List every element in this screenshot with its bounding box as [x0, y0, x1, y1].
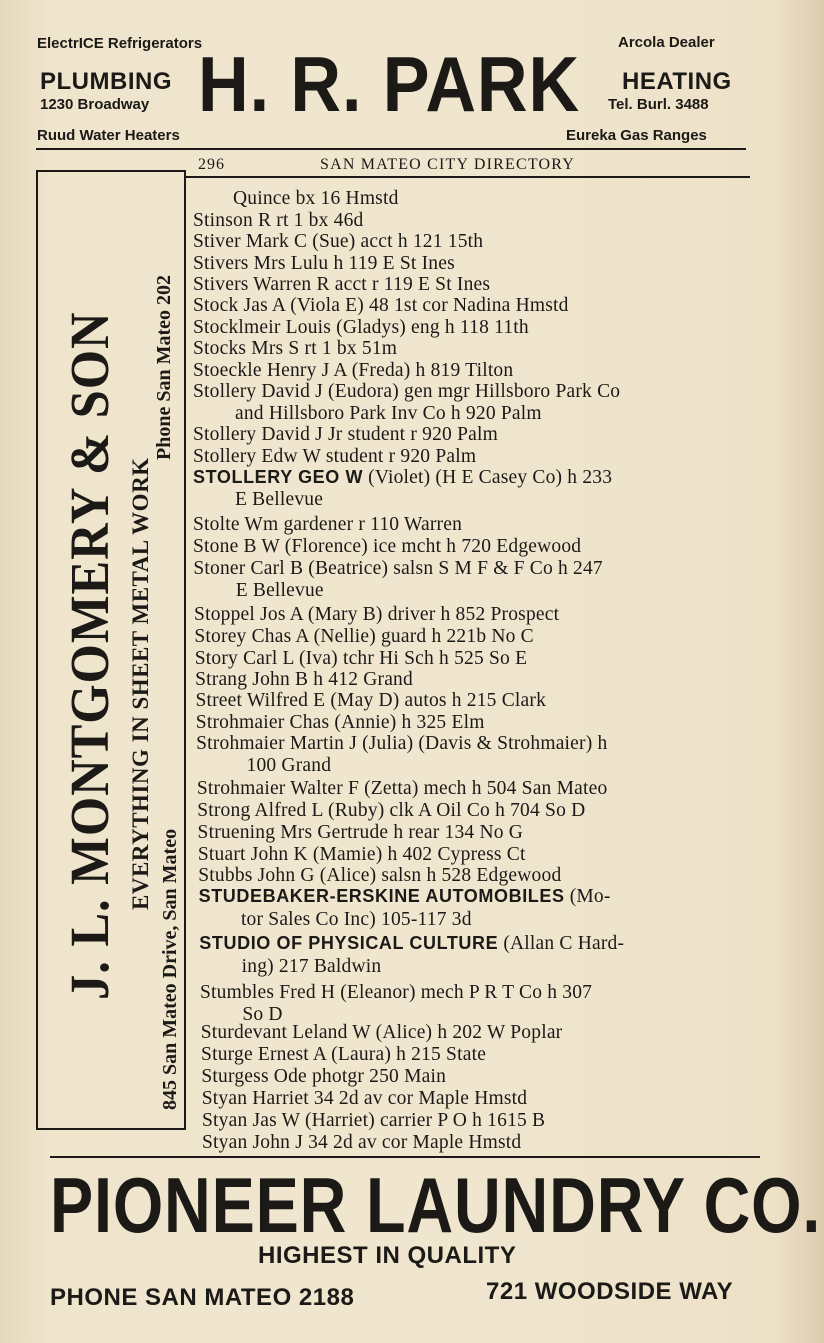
entry-text: Styan John J 34 2d av cor Maple Hmstd — [202, 1132, 522, 1153]
directory-entry — [199, 933, 624, 955]
directory-entry — [195, 669, 413, 691]
footer-address: 721 WOODSIDE WAY — [486, 1278, 734, 1305]
entry-text: Storey Chas A (Nellie) guard h 221b No C — [194, 626, 534, 647]
directory-entry — [235, 403, 542, 425]
entry-text: Stone B W (Florence) ice mcht h 720 Edgewood — [193, 536, 582, 557]
entry-text: E Bellevue — [235, 489, 324, 510]
directory-entry — [193, 338, 397, 360]
directory-entry — [195, 648, 527, 670]
directory-entry — [195, 690, 546, 712]
entry-text: Stocklmeir Louis (Gladys) eng h 118 11th — [193, 317, 529, 338]
entry-text: Stivers Mrs Lulu h 119 E St Ines — [193, 253, 455, 274]
header-rule — [36, 148, 746, 150]
entry-lead: STUDIO OF PHYSICAL CULTURE — [199, 933, 499, 953]
entry-text: Street Wilfred E (May D) autos h 215 Clark — [195, 690, 547, 711]
entry-text: E Bellevue — [235, 580, 324, 601]
side-ad-name: J. L. MONTGOMERY & SON — [59, 311, 120, 1000]
directory-entry — [193, 274, 490, 296]
header-plumbing-address: 1230 Broadway — [40, 96, 150, 113]
entry-text: Stollery David J (Eudora) gen mgr Hillsboro Park Co — [193, 381, 621, 402]
directory-entry — [199, 886, 611, 908]
entry-text: Stubbs John G (Alice) salsn h 528 Edgewood — [198, 865, 562, 886]
entry-text: Strang John B h 412 Grand — [195, 669, 413, 690]
running-head-title: SAN MATEO CITY DIRECTORY — [320, 156, 576, 173]
directory-entry — [193, 424, 498, 446]
header-bottom-left: Ruud Water Heaters — [37, 127, 180, 144]
entry-text: and Hillsboro Park Inv Co h 920 Palm — [235, 403, 542, 424]
header-business-name: H. R. PARK — [198, 40, 581, 128]
entry-text: Stuart John K (Mamie) h 402 Cypress Ct — [197, 844, 526, 865]
directory-entry — [193, 536, 581, 558]
entry-text: Sturdevant Leland W (Alice) h 202 W Poplar — [200, 1022, 563, 1043]
directory-entry — [233, 188, 399, 210]
directory-entry — [197, 778, 608, 800]
entry-text: Stoeckle Henry J A (Freda) h 819 Tilton — [193, 360, 514, 381]
directory-entry — [201, 1044, 486, 1066]
entry-text: Sturge Ernest A (Laura) h 215 State — [201, 1044, 487, 1065]
entry-text: ing) 217 Baldwin — [241, 956, 382, 977]
directory-entry — [193, 514, 462, 536]
side-ad-phone: Phone San Mateo 202 — [153, 275, 175, 460]
side-ad-address: 845 San Mateo Drive, San Mateo — [159, 828, 181, 1110]
directory-entry — [235, 489, 323, 511]
entry-text: (Violet) (H E Casey Co) h 233 — [363, 467, 613, 488]
entry-text: Styan Jas W (Harriet) carrier P O h 1615 B — [202, 1110, 546, 1131]
entry-text: Stinson R rt 1 bx 46d — [193, 210, 364, 231]
directory-entry — [202, 1132, 521, 1154]
entry-lead: STOLLERY GEO W — [193, 467, 364, 487]
directory-entry — [193, 558, 603, 580]
side-ad-tagline: EVERYTHING IN SHEET METAL WORK — [128, 457, 153, 910]
entry-text: Strohmaier Chas (Annie) h 325 Elm — [195, 712, 485, 733]
entry-text: Stocks Mrs S rt 1 bx 51m — [193, 338, 398, 359]
footer-rule — [50, 1156, 760, 1158]
entry-text: Strohmaier Martin J (Julia) (Davis & Strohmaier) h — [196, 733, 608, 754]
header-heating: HEATING — [622, 68, 732, 95]
footer-phone: PHONE SAN MATEO 2188 — [50, 1284, 355, 1311]
header-top-left: ElectrICE Refrigerators — [37, 35, 203, 52]
entry-text: Struening Mrs Gertrude h rear 134 No G — [197, 822, 524, 843]
entry-text: Strong Alfred L (Ruby) clk A Oil Co h 704 So D — [197, 800, 586, 821]
entry-text: Stollery David J Jr student r 920 Palm — [193, 424, 498, 445]
entry-text: So D — [242, 1004, 283, 1025]
entry-text: Stivers Warren R acct r 119 E St Ines — [193, 274, 491, 295]
directory-entry — [194, 626, 533, 648]
entry-lead: STUDEBAKER-ERSKINE AUTOMOBILES — [198, 886, 565, 906]
running-head-rule — [186, 176, 750, 178]
header-bottom-right: Eureka Gas Ranges — [566, 127, 707, 144]
directory-entry — [198, 844, 526, 866]
footer-tagline: HIGHEST IN QUALITY — [258, 1242, 517, 1269]
header-heating-phone: Tel. Burl. 3488 — [608, 96, 709, 113]
entry-text: Stolte Wm gardener r 110 Warren — [193, 514, 463, 535]
entry-text: tor Sales Co Inc) 105-117 3d — [240, 909, 472, 930]
entry-text: Stoner Carl B (Beatrice) salsn S M F & F Co h 247 — [193, 558, 603, 579]
entry-text: Stoppel Jos A (Mary B) driver h 852 Prospect — [194, 604, 560, 625]
entry-text: Quince bx 16 Hmstd — [233, 188, 399, 209]
header-plumbing: PLUMBING — [40, 68, 172, 95]
directory-entry — [193, 253, 455, 275]
directory-entry — [198, 865, 561, 887]
directory-entry — [202, 1110, 545, 1132]
directory-entry — [200, 982, 592, 1004]
entry-text: Strohmaier Walter F (Zetta) mech h 504 San Mateo — [196, 778, 608, 799]
entry-text: Stiver Mark C (Sue) acct h 121 15th — [193, 231, 484, 252]
entry-text: Stumbles Fred H (Eleanor) mech P R T Co h 307 — [200, 982, 593, 1003]
directory-entry — [241, 909, 472, 931]
directory-entry — [197, 800, 585, 822]
entry-text: Story Carl L (Iva) tchr Hi Sch h 525 So E — [194, 648, 528, 669]
directory-entry — [201, 1022, 563, 1044]
entry-text: (Mo- — [564, 886, 611, 907]
entry-text: Stock Jas A (Viola E) 48 1st cor Nadina Hmstd — [193, 295, 569, 316]
entry-text: 100 Grand — [246, 755, 332, 776]
directory-entry — [193, 360, 513, 382]
directory-entry — [242, 956, 382, 978]
directory-entry — [193, 381, 620, 403]
directory-entry — [194, 604, 559, 626]
directory-entry — [196, 733, 607, 755]
directory-entry — [193, 446, 476, 468]
directory-entry — [193, 467, 612, 489]
directory-entry — [193, 317, 529, 339]
directory-entry — [247, 755, 332, 777]
directory-entry — [236, 580, 324, 602]
directory-entry — [202, 1088, 527, 1110]
directory-entry — [193, 210, 364, 232]
footer-business-name: PIONEER LAUNDRY CO. — [50, 1161, 822, 1249]
directory-entry — [198, 822, 523, 844]
page-number: 296 — [198, 156, 225, 173]
header-top-right: Arcola Dealer — [618, 34, 715, 51]
entry-text: (Allan C Hard- — [498, 933, 625, 954]
entry-text: Styan Harriet 34 2d av cor Maple Hmstd — [201, 1088, 528, 1109]
directory-entry — [193, 231, 483, 253]
directory-entry — [193, 295, 569, 317]
entry-text: Sturgess Ode photgr 250 Main — [201, 1066, 447, 1087]
directory-entry — [201, 1066, 446, 1088]
directory-entry — [196, 712, 485, 734]
entry-text: Stollery Edw W student r 920 Palm — [193, 446, 477, 467]
